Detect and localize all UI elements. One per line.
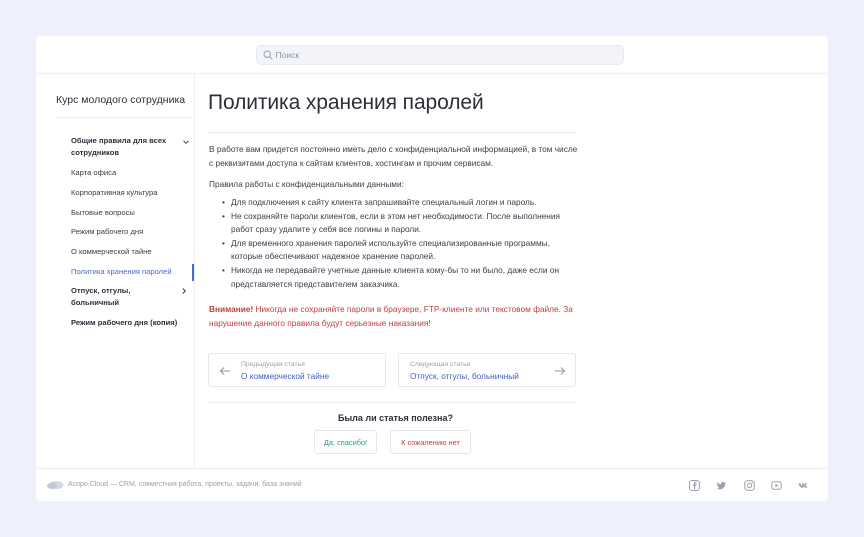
prev-article-caption: Предыдущая статья [241,361,305,368]
footer-text: Аспро.Cloud — CRM, совместная работа, проекты, задачи, база знаний [68,481,302,488]
sidebar-item-work-schedule-copy[interactable]: Режим рабочего дня (копия) [71,318,178,327]
warning-label: Внимание! [209,304,254,314]
rules-list [222,196,582,291]
sidebar-item-general-rules[interactable]: Общие правила для всех сотрудников [71,136,167,157]
list-item: • Не сохраняйте пароли клиентов, если в этом нет необходимости. После выполнения работ сразу удалите у себя все логины и пароли. [222,210,582,237]
next-article-link[interactable] [398,353,576,387]
list-item: • Для подключения к сайту клиента запрашивайте специальный логин и пароль. [222,196,582,210]
sidebar-item-corporate-culture[interactable]: Корпоративная культура [71,188,158,197]
sidebar-divider [56,117,192,118]
list-item: • Для временного хранения паролей используйте специализированные программы, которые обеспечивают надежное хранение паролей. [222,237,582,264]
title-divider [208,132,576,133]
warning-text: Никогда не сохраняйте пароли в браузере, FTP-клиенте или текстовом файле. За нарушение данного правила будут серьезные наказания! [209,304,573,328]
search-box[interactable] [256,45,624,65]
search-icon [263,50,273,60]
chevron-right-icon[interactable] [180,287,188,295]
vk-icon[interactable] [798,480,809,491]
list-item: • Никогда не передавайте учетные данные клиента кому-бы то ни было, даже если он представляется представителем заказчика. [222,264,582,291]
facebook-icon[interactable] [689,480,700,491]
sidebar-item-trade-secret[interactable]: О коммерческой тайне [71,247,152,256]
active-item-indicator [192,264,194,281]
sidebar-item-work-schedule[interactable]: Режим рабочего дня [71,227,144,236]
aspro-logo-icon [46,480,64,490]
sidebar-item-password-policy[interactable]: Политика хранения паролей [71,267,172,276]
feedback-yes-button[interactable]: Да, спасибо! [314,430,377,454]
top-header [36,36,828,74]
sidebar-title: Курс молодого сотрудника [56,94,186,106]
arrow-right-icon [554,366,566,376]
prev-article-link[interactable] [208,353,386,387]
next-article-caption: Следующая статья [410,361,471,368]
chevron-down-icon[interactable] [182,138,190,146]
instagram-icon[interactable] [744,480,755,491]
sidebar-item-office-map[interactable]: Карта офиса [71,168,117,177]
warning-paragraph [209,303,579,330]
prev-article-title[interactable]: О коммерческой тайне [241,371,330,381]
feedback-divider [208,402,576,403]
page-card [36,36,828,501]
intro-paragraph: В работе вам придется постоянно иметь дело с конфиденциальной информацией, в том числе с реквизитами доступа к сайтам клиентов, хостингам и прочим сервисам. [209,144,578,168]
page-title: Политика хранения паролей [208,91,484,114]
twitter-icon[interactable] [716,480,727,491]
feedback-question: Была ли статья полезна? [338,413,453,423]
arrow-left-icon [219,366,231,376]
footer [36,468,828,501]
sidebar-item-vacation[interactable]: Отпуск, отгулы, больничный [71,286,131,307]
next-article-title[interactable]: Отпуск, отгулы, больничный [410,371,519,381]
search-input[interactable] [276,50,606,60]
feedback-no-button[interactable]: К сожалению нет [390,430,471,454]
youtube-icon[interactable] [771,480,782,491]
rules-heading: Правила работы с конфиденциальными данными: [209,179,404,189]
sidebar-item-household[interactable]: Бытовые вопросы [71,208,135,217]
